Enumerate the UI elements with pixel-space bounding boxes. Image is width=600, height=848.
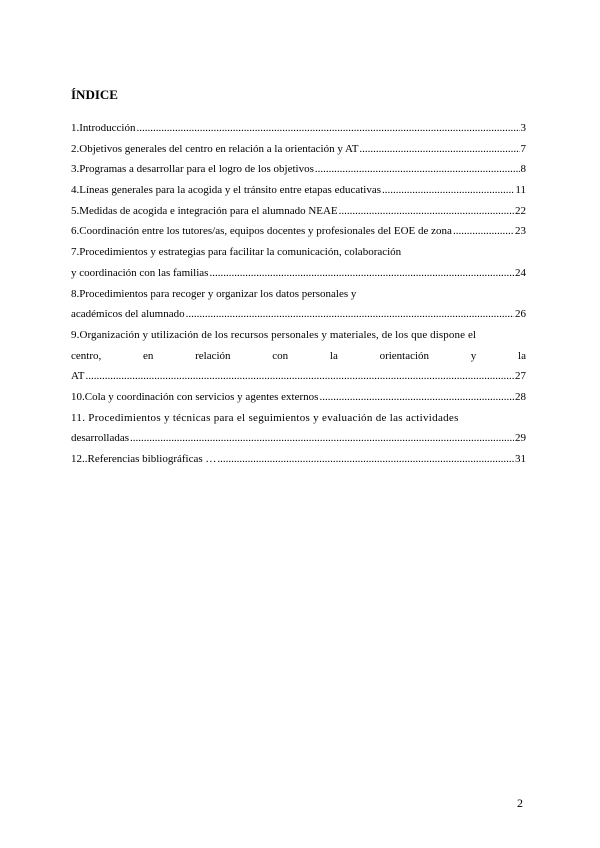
dot-leader — [339, 201, 514, 222]
toc-entry-page: 23 — [515, 225, 526, 238]
toc-entry-page: 24 — [515, 266, 526, 279]
toc-entry-page: 28 — [515, 390, 526, 403]
toc-entry-page: 11 — [515, 184, 526, 197]
word: orientación — [379, 349, 430, 362]
dot-leader — [130, 428, 514, 449]
toc-entry-page: 7 — [520, 142, 526, 155]
toc-entry-text-line2 — [71, 346, 526, 367]
word: en — [142, 349, 154, 362]
toc-entry-page: 3 — [520, 122, 526, 134]
toc-entry-page: 27 — [515, 370, 526, 383]
dot-leader — [315, 159, 520, 180]
toc-entry-page: 22 — [515, 204, 526, 217]
toc-entry-5[interactable] — [71, 201, 526, 222]
table-of-contents — [71, 118, 526, 470]
toc-entry-7[interactable] — [71, 242, 526, 283]
toc-entry-text: 10.Cola y coordinación con servicios y agentes externos — [71, 390, 319, 403]
toc-entry-page: 8 — [520, 163, 526, 176]
toc-entry-text: AT — [71, 370, 85, 383]
toc-entry-text: 12..Referencias bibliográficas … — [71, 453, 217, 465]
toc-entry-10[interactable] — [71, 387, 526, 408]
word: la — [518, 349, 526, 362]
toc-entry-text: 6.Coordinación entre los tutores/as, equipos docentes y profesionales del EOE de zona — [71, 225, 452, 238]
toc-entry-8[interactable] — [71, 284, 526, 325]
dot-leader — [136, 118, 519, 139]
toc-entry-12[interactable] — [71, 449, 526, 470]
dot-leader — [209, 263, 514, 284]
word: y — [470, 349, 477, 362]
word: relación — [195, 349, 231, 362]
toc-entry-text: 5.Medidas de acogida e integración para el alumnado NEAE — [71, 204, 338, 217]
toc-entry-text-line1: 11. Procedimientos y técnicas para el seguimientos y evaluación de las actividades — [71, 411, 459, 424]
toc-entry-text: 2.Objetivos generales del centro en relación a la orientación y AT — [71, 142, 359, 155]
page-number: 2 — [517, 796, 523, 810]
toc-entry-3[interactable] — [71, 159, 526, 180]
toc-entry-6[interactable] — [71, 221, 526, 242]
dot-leader — [382, 180, 514, 201]
toc-entry-page: 31 — [515, 453, 526, 465]
toc-entry-text-line1: 8.Procedimientos para recoger y organizar los datos personales y — [71, 287, 357, 300]
dot-leader — [453, 221, 514, 242]
dot-leader — [85, 366, 514, 387]
toc-entry-page: 29 — [515, 432, 526, 445]
toc-entry-text: y coordinación con las familias — [71, 266, 209, 279]
toc-entry-2[interactable] — [71, 139, 526, 160]
index-heading: ÍNDICE — [71, 87, 118, 102]
toc-entry-9[interactable] — [71, 325, 526, 387]
dot-leader — [319, 387, 514, 408]
toc-entry-text: 3.Programas a desarrollar para el logro de los objetivos — [71, 163, 314, 176]
toc-entry-text-line1: 9.Organización y utilización de los recursos personales y materiales, de los que dispone el — [71, 328, 477, 341]
toc-entry-text: 1.Introducción — [71, 122, 136, 134]
dot-leader — [186, 304, 514, 325]
dot-leader — [217, 449, 514, 470]
toc-entry-4[interactable] — [71, 180, 526, 201]
toc-entry-text: 4.Líneas generales para la acogida y el tránsito entre etapas educativas — [71, 184, 381, 197]
toc-entry-page: 26 — [515, 308, 526, 321]
toc-entry-text: académicos del alumnado — [71, 308, 185, 321]
word: con — [272, 349, 289, 362]
toc-entry-11[interactable] — [71, 408, 526, 449]
toc-entry-text-line1: 7.Procedimientos y estrategias para facilitar la comunicación, colaboración — [71, 246, 402, 259]
word: la — [329, 349, 338, 362]
dot-leader — [359, 139, 519, 160]
toc-entry-text: desarrolladas — [71, 432, 130, 445]
word: centro, — [71, 349, 102, 362]
toc-entry-1[interactable] — [71, 118, 526, 139]
